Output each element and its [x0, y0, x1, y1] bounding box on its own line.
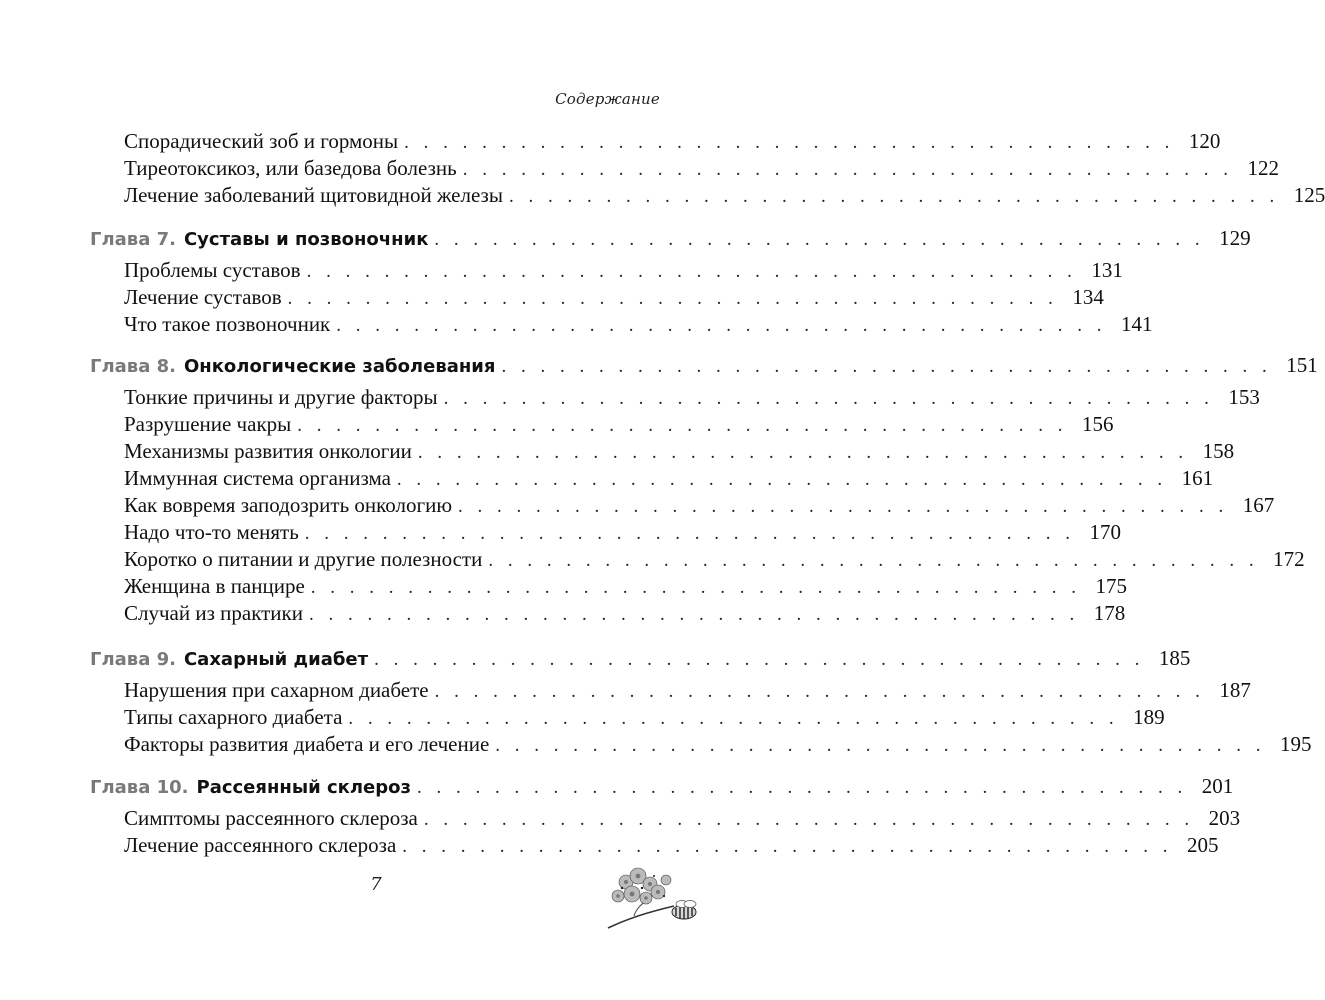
chapter-heading-8	[90, 352, 1318, 378]
toc-entry-title: Факторы развития диабета и его лечение	[124, 732, 490, 756]
toc-entry-title: Как вовремя заподозрить онкологию	[124, 493, 453, 517]
toc-entry-title: Типы сахарного диабета	[124, 705, 343, 729]
dot-leader: . . . . . . . . . . . . . . . . . . . . . . . . . . . . . . . . . . . . . . . .	[434, 229, 1205, 250]
dot-leader: . . . . . . . . . . . . . . . . . . . . . . . . . . . . . . . . . . . . . . . .	[434, 681, 1205, 702]
toc-entry-page: 170	[1089, 520, 1122, 544]
toc-entry-title: Коротко о питании и другие полезности	[124, 547, 483, 571]
dot-leader: . . . . . . . . . . . . . . . . . . . . . . . . . . . . . . . . . . . . . . . .	[402, 836, 1173, 857]
dot-leader: . . . . . . . . . . . . . . . . . . . . . . . . . . . . . . . . . . . . . . . .	[423, 809, 1195, 830]
toc-entry-page: 203	[1208, 806, 1241, 830]
dot-leader: . . . . . . . . . . . . . . . . . . . . . . . . . . . . . . . . . . . . . . . .	[287, 288, 1058, 309]
toc-entry	[124, 155, 1279, 181]
chapter-page: 185	[1158, 646, 1191, 670]
dot-leader: . . . . . . . . . . . . . . . . . . . . . . . . . . . . . . . . . . . . . . . .	[488, 550, 1259, 571]
toc-entry-page: 167	[1242, 493, 1275, 517]
chapter-number: Глава 8.	[90, 356, 176, 377]
toc-entry	[124, 805, 1241, 831]
dot-leader: . . . . . . . . . . . . . . . . . . . . . . . . . . . . . . . . . . . . . . . .	[508, 186, 1280, 207]
dot-leader: . . . . . . . . . . . . . . . . . . . . . . . . . . . . . . . . . . . . . . . .	[501, 356, 1272, 377]
dot-leader: . . . . . . . . . . . . . . . . . . . . . . . . . . . . . . . . . . . . . . . .	[416, 777, 1188, 798]
dot-leader: . . . . . . . . . . . . . . . . . . . . . . . . . . . . . . . . . . . . . . . .	[396, 469, 1168, 490]
toc-entry	[124, 832, 1219, 858]
dot-leader: . . . . . . . . . . . . . . . . . . . . . . . . . . . . . . . . . . . . . . . .	[458, 496, 1229, 517]
toc-entry-title: Нарушения при сахарном диабете	[124, 678, 429, 702]
toc-entry-title: Проблемы суставов	[124, 258, 301, 282]
toc-entry	[124, 573, 1128, 599]
floral-branch-icon	[604, 866, 704, 936]
toc-entry-title: Тонкие причины и другие факторы	[124, 385, 438, 409]
dot-leader: . . . . . . . . . . . . . . . . . . . . . . . . . . . . . . . . . . . . . . . .	[495, 735, 1266, 756]
toc-entry-title: Спорадический зоб и гормоны	[124, 129, 399, 153]
toc-entry	[124, 677, 1251, 703]
toc-entry	[124, 182, 1325, 208]
chapter-title: Рассеянный склероз	[196, 777, 411, 798]
dot-leader: . . . . . . . . . . . . . . . . . . . . . . . . . . . . . . . . . . . . . . . .	[336, 315, 1107, 336]
toc-entry-page: 125	[1293, 183, 1325, 207]
toc-entry-title: Женщина в панцире	[124, 574, 305, 598]
toc-entry-page: 156	[1082, 412, 1114, 436]
toc-entry-page: 161	[1181, 466, 1214, 490]
chapter-title: Суставы и позвоночник	[183, 229, 429, 250]
toc-entry	[124, 600, 1126, 626]
toc-entry	[124, 492, 1275, 518]
toc-entry-page: 189	[1133, 705, 1165, 729]
chapter-heading-7	[90, 225, 1251, 251]
toc-entry-title: Что такое позвоночник	[124, 312, 331, 336]
toc-entry	[124, 704, 1165, 730]
chapter-page: 129	[1219, 226, 1251, 250]
chapter-title: Онкологические заболевания	[183, 356, 496, 377]
toc-entry	[124, 465, 1214, 491]
toc-entry	[124, 731, 1312, 757]
toc-entry	[124, 438, 1235, 464]
chapter-heading-10	[90, 773, 1234, 799]
toc-entry	[124, 284, 1104, 310]
dot-leader: . . . . . . . . . . . . . . . . . . . . . . . . . . . . . . . . . . . . . . . .	[462, 159, 1233, 180]
chapter-title: Сахарный диабет	[183, 649, 369, 670]
dot-leader: . . . . . . . . . . . . . . . . . . . . . . . . . . . . . . . . . . . . . . . .	[348, 708, 1119, 729]
toc-entry-page: 153	[1228, 385, 1260, 409]
toc-entry	[124, 128, 1221, 154]
chapter-number: Глава 7.	[90, 229, 176, 250]
toc-entry-title: Симптомы рассеянного склероза	[124, 806, 418, 830]
dot-leader: . . . . . . . . . . . . . . . . . . . . . . . . . . . . . . . . . . . . . . . .	[310, 577, 1082, 598]
toc-entry-page: 187	[1219, 678, 1251, 702]
toc-entry-page: 141	[1121, 312, 1153, 336]
toc-entry-title: Лечение суставов	[124, 285, 282, 309]
toc-entry	[124, 519, 1122, 545]
toc-entry	[124, 384, 1260, 410]
dot-leader: . . . . . . . . . . . . . . . . . . . . . . . . . . . . . . . . . . . . . . . .	[304, 523, 1076, 544]
toc-entry-title: Надо что-то менять	[124, 520, 299, 544]
toc-entry-page: 122	[1247, 156, 1279, 180]
dot-leader: . . . . . . . . . . . . . . . . . . . . . . . . . . . . . . . . . . . . . . . .	[374, 649, 1145, 670]
running-head: Содержание	[555, 90, 660, 108]
toc-entry-page: 120	[1188, 129, 1221, 153]
dot-leader: . . . . . . . . . . . . . . . . . . . . . . . . . . . . . . . . . . . . . . . .	[417, 442, 1189, 463]
toc-entry-page: 131	[1091, 258, 1123, 282]
toc-entry-page: 134	[1072, 285, 1104, 309]
toc-entry-title: Иммунная система организма	[124, 466, 391, 490]
chapter-page: 201	[1201, 774, 1234, 798]
toc-entry-title: Тиреотоксикоз, или базедова болезнь	[124, 156, 457, 180]
toc-entry-title: Лечение заболеваний щитовидной железы	[124, 183, 503, 207]
toc-entry-page: 205	[1187, 833, 1219, 857]
toc-entry	[124, 311, 1153, 337]
toc-entry-page: 175	[1095, 574, 1128, 598]
toc-entry-title: Лечение рассеянного склероза	[124, 833, 397, 857]
toc-entry-title: Разрушение чакры	[124, 412, 292, 436]
dot-leader: . . . . . . . . . . . . . . . . . . . . . . . . . . . . . . . . . . . . . . . .	[306, 261, 1077, 282]
chapter-page: 151	[1286, 353, 1318, 377]
toc-entry	[124, 257, 1123, 283]
chapter-number: Глава 10.	[90, 777, 189, 798]
toc-entry-title: Механизмы развития онкологии	[124, 439, 412, 463]
chapter-number: Глава 9.	[90, 649, 176, 670]
page-number: 7	[370, 874, 382, 895]
toc-entry-page: 158	[1202, 439, 1235, 463]
toc-entry	[124, 411, 1114, 437]
dot-leader: . . . . . . . . . . . . . . . . . . . . . . . . . . . . . . . . . . . . . . . .	[297, 415, 1068, 436]
toc-entry-page: 178	[1093, 601, 1126, 625]
chapter-heading-9	[90, 645, 1191, 671]
dot-leader: . . . . . . . . . . . . . . . . . . . . . . . . . . . . . . . . . . . . . . . .	[404, 132, 1175, 153]
toc-entry-title: Случай из практики	[124, 601, 303, 625]
toc-entry-page: 172	[1273, 547, 1305, 571]
dot-leader: . . . . . . . . . . . . . . . . . . . . . . . . . . . . . . . . . . . . . . . .	[443, 388, 1214, 409]
toc-entry	[124, 546, 1305, 572]
toc-entry-page: 195	[1280, 732, 1312, 756]
dot-leader: . . . . . . . . . . . . . . . . . . . . . . . . . . . . . . . . . . . . . . . .	[308, 604, 1080, 625]
